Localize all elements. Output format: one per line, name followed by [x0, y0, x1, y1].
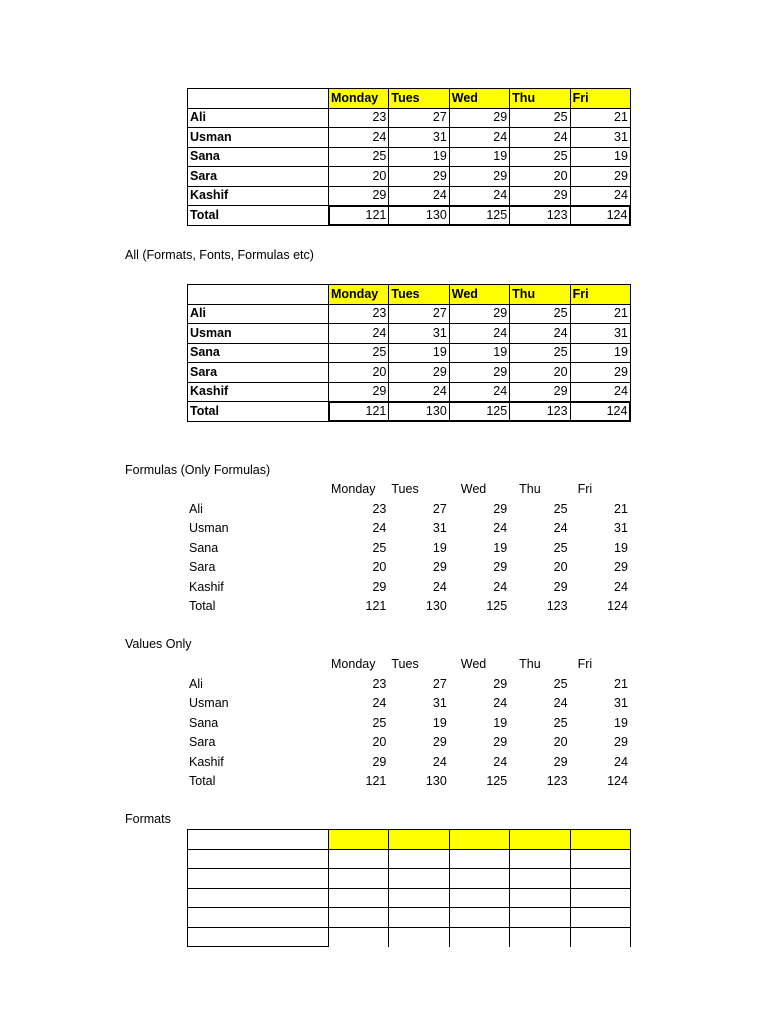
- value-cell[interactable]: 20: [329, 363, 389, 383]
- empty-cell[interactable]: [188, 927, 329, 947]
- value-cell[interactable]: 24: [329, 324, 389, 344]
- day-header[interactable]: Thu: [519, 657, 541, 672]
- row-name-cell[interactable]: Kashif: [189, 579, 224, 594]
- row-name-cell[interactable]: Ali: [189, 676, 203, 691]
- value-cell[interactable]: 24: [449, 186, 509, 206]
- value-cell[interactable]: 19: [614, 540, 628, 555]
- empty-cell[interactable]: [329, 869, 389, 889]
- value-cell[interactable]: 19: [449, 343, 509, 363]
- value-cell[interactable]: 19: [614, 715, 628, 730]
- day-header[interactable]: Tues: [389, 89, 449, 109]
- total-cell[interactable]: 121: [365, 599, 387, 614]
- table-row: [188, 147, 631, 167]
- total-row: [187, 772, 630, 792]
- value-cell[interactable]: 24: [493, 579, 508, 594]
- value-cell[interactable]: 31: [614, 696, 628, 711]
- value-cell[interactable]: 24: [553, 696, 568, 711]
- total-cell[interactable]: 125: [449, 206, 509, 226]
- value-cell[interactable]: 24: [449, 324, 509, 344]
- table-row: [188, 128, 631, 148]
- row-name-cell[interactable]: Usman: [189, 696, 229, 711]
- total-cell[interactable]: 124: [570, 402, 630, 422]
- value-cell[interactable]: 23: [372, 676, 387, 691]
- empty-cell[interactable]: [570, 927, 630, 947]
- total-cell[interactable]: 123: [546, 599, 568, 614]
- row-name-cell[interactable]: Kashif: [188, 186, 329, 206]
- value-cell[interactable]: 29: [570, 167, 630, 187]
- header-corner-cell[interactable]: [188, 89, 329, 109]
- table-row: [188, 908, 631, 928]
- value-cell[interactable]: 27: [389, 304, 449, 324]
- row-name-cell[interactable]: Sara: [188, 167, 329, 187]
- total-row: [188, 206, 631, 226]
- section-label-values: Values Only: [125, 637, 192, 651]
- value-cell[interactable]: 24: [493, 754, 508, 769]
- value-cell[interactable]: 23: [329, 304, 389, 324]
- value-cell[interactable]: 21: [570, 304, 630, 324]
- value-cell[interactable]: 31: [432, 696, 447, 711]
- value-cell[interactable]: 20: [510, 363, 570, 383]
- paste-all-table: [187, 284, 631, 422]
- value-cell[interactable]: 24: [493, 521, 508, 536]
- value-cell[interactable]: 25: [553, 715, 568, 730]
- value-cell[interactable]: 29: [449, 167, 509, 187]
- value-cell[interactable]: 24: [449, 128, 509, 148]
- value-cell[interactable]: 29: [449, 363, 509, 383]
- value-cell[interactable]: 20: [329, 167, 389, 187]
- header-corner-cell[interactable]: [187, 655, 328, 675]
- total-label-cell[interactable]: Total: [189, 599, 216, 614]
- day-header[interactable]: [570, 830, 630, 850]
- row-name-cell[interactable]: Sara: [189, 560, 216, 575]
- value-cell[interactable]: 20: [372, 560, 387, 575]
- total-cell[interactable]: 121: [329, 206, 389, 226]
- value-cell[interactable]: 29: [389, 167, 449, 187]
- day-header[interactable]: Thu: [510, 89, 570, 109]
- value-cell[interactable]: 27: [389, 108, 449, 128]
- formats-only-table: [187, 829, 631, 947]
- total-cell[interactable]: 124: [607, 599, 628, 614]
- value-cell[interactable]: 19: [389, 147, 449, 167]
- value-cell[interactable]: 19: [432, 540, 447, 555]
- day-header[interactable]: Wed: [449, 89, 509, 109]
- table-row: [188, 869, 631, 889]
- value-cell[interactable]: 29: [493, 560, 508, 575]
- table-row: [187, 578, 630, 598]
- value-cell[interactable]: 24: [510, 324, 570, 344]
- total-cell[interactable]: 123: [510, 402, 570, 422]
- value-cell[interactable]: 20: [510, 167, 570, 187]
- empty-cell[interactable]: [510, 849, 570, 869]
- value-cell[interactable]: 29: [510, 186, 570, 206]
- value-cell[interactable]: 24: [614, 754, 628, 769]
- header-row: [187, 655, 630, 675]
- day-header[interactable]: Wed: [449, 285, 509, 305]
- value-cell[interactable]: 24: [372, 696, 387, 711]
- table-row: [187, 500, 630, 520]
- day-header[interactable]: [449, 830, 509, 850]
- empty-cell[interactable]: [389, 849, 449, 869]
- value-cell[interactable]: 25: [553, 676, 568, 691]
- row-name-cell[interactable]: Sana: [189, 540, 219, 555]
- day-header[interactable]: Wed: [460, 657, 487, 672]
- row-name-cell[interactable]: Sana: [189, 715, 219, 730]
- value-cell[interactable]: 19: [570, 147, 630, 167]
- total-label-cell[interactable]: Total: [189, 774, 216, 789]
- total-label-cell[interactable]: Total: [188, 206, 329, 226]
- value-cell[interactable]: 29: [553, 754, 568, 769]
- total-cell[interactable]: 124: [607, 774, 628, 789]
- value-cell[interactable]: 29: [493, 676, 508, 691]
- day-header[interactable]: [510, 830, 570, 850]
- table-row: [188, 363, 631, 383]
- value-cell[interactable]: 29: [449, 304, 509, 324]
- value-cell[interactable]: 19: [493, 715, 508, 730]
- value-cell[interactable]: 25: [510, 147, 570, 167]
- value-cell[interactable]: 27: [432, 501, 447, 516]
- day-header[interactable]: Monday: [329, 89, 389, 109]
- table-row: [187, 558, 630, 578]
- row-name-cell[interactable]: Kashif: [188, 382, 329, 402]
- table-row: [188, 849, 631, 869]
- day-header[interactable]: Tues: [389, 285, 449, 305]
- total-cell[interactable]: 125: [486, 599, 508, 614]
- value-cell[interactable]: 23: [372, 501, 387, 516]
- header-corner-cell[interactable]: [188, 830, 329, 850]
- value-cell[interactable]: 25: [372, 715, 387, 730]
- section-label-formulas: Formulas (Only Formulas): [125, 463, 271, 477]
- row-name-cell[interactable]: Usman: [188, 324, 329, 344]
- empty-cell[interactable]: [570, 908, 630, 928]
- empty-cell[interactable]: [510, 869, 570, 889]
- empty-cell[interactable]: [510, 908, 570, 928]
- empty-cell[interactable]: [449, 849, 509, 869]
- value-cell[interactable]: 19: [389, 343, 449, 363]
- value-cell[interactable]: 24: [389, 186, 449, 206]
- empty-cell[interactable]: [389, 908, 449, 928]
- row-name-cell[interactable]: Sara: [188, 363, 329, 383]
- formulas-only-table: [187, 480, 630, 617]
- table-row: [187, 519, 630, 539]
- value-cell[interactable]: 29: [510, 382, 570, 402]
- value-cell[interactable]: 25: [510, 108, 570, 128]
- value-cell[interactable]: 31: [570, 324, 630, 344]
- total-cell[interactable]: 130: [425, 599, 447, 614]
- value-cell[interactable]: 20: [553, 735, 568, 750]
- value-cell[interactable]: 25: [329, 147, 389, 167]
- value-cell[interactable]: 21: [614, 676, 628, 691]
- value-cell[interactable]: 24: [432, 754, 447, 769]
- empty-cell[interactable]: [389, 869, 449, 889]
- empty-cell[interactable]: [510, 888, 570, 908]
- header-row: [188, 830, 631, 850]
- day-header[interactable]: Fri: [577, 657, 593, 672]
- value-cell[interactable]: 25: [553, 540, 568, 555]
- row-name-cell[interactable]: Ali: [188, 304, 329, 324]
- row-name-cell[interactable]: Sara: [189, 735, 216, 750]
- value-cell[interactable]: 24: [510, 128, 570, 148]
- value-cell[interactable]: 29: [432, 560, 447, 575]
- day-header[interactable]: [329, 830, 389, 850]
- day-header[interactable]: Fri: [570, 89, 630, 109]
- section-label-formats: Formats: [125, 812, 171, 826]
- value-cell[interactable]: 24: [553, 521, 568, 536]
- total-cell[interactable]: 123: [510, 206, 570, 226]
- section-label-all: All (Formats, Fonts, Formulas etc): [125, 248, 314, 262]
- value-cell[interactable]: 25: [510, 304, 570, 324]
- empty-cell[interactable]: [389, 927, 449, 947]
- table-row: [188, 324, 631, 344]
- day-header[interactable]: Monday: [331, 657, 376, 672]
- value-cell[interactable]: 29: [389, 363, 449, 383]
- value-cell[interactable]: 29: [329, 382, 389, 402]
- value-cell[interactable]: 29: [614, 735, 628, 750]
- empty-cell[interactable]: [188, 869, 329, 889]
- total-cell[interactable]: 123: [546, 774, 568, 789]
- day-header[interactable]: Wed: [460, 482, 487, 497]
- original-table: [187, 88, 631, 226]
- value-cell[interactable]: 24: [449, 382, 509, 402]
- value-cell[interactable]: 31: [432, 521, 447, 536]
- empty-cell[interactable]: [510, 927, 570, 947]
- header-corner-cell[interactable]: [187, 480, 328, 500]
- header-corner-cell[interactable]: [188, 285, 329, 305]
- value-cell[interactable]: 24: [614, 579, 628, 594]
- empty-cell[interactable]: [188, 849, 329, 869]
- total-cell[interactable]: 130: [389, 206, 449, 226]
- value-cell[interactable]: 24: [389, 382, 449, 402]
- empty-cell[interactable]: [570, 869, 630, 889]
- table-row: [188, 108, 631, 128]
- value-cell[interactable]: 29: [493, 735, 508, 750]
- value-cell[interactable]: 21: [570, 108, 630, 128]
- value-cell[interactable]: 24: [432, 579, 447, 594]
- row-name-cell[interactable]: Usman: [188, 128, 329, 148]
- table-row: [187, 714, 630, 734]
- table-row: [188, 167, 631, 187]
- day-header[interactable]: Fri: [570, 285, 630, 305]
- value-cell[interactable]: 19: [432, 715, 447, 730]
- value-cell[interactable]: 29: [449, 108, 509, 128]
- value-cell[interactable]: 29: [372, 754, 387, 769]
- row-name-cell[interactable]: Kashif: [189, 754, 224, 769]
- row-name-cell[interactable]: Sana: [188, 147, 329, 167]
- row-name-cell[interactable]: Usman: [189, 521, 229, 536]
- day-header[interactable]: Fri: [577, 482, 593, 497]
- value-cell[interactable]: 25: [329, 343, 389, 363]
- value-cell[interactable]: 19: [449, 147, 509, 167]
- day-header[interactable]: Monday: [329, 285, 389, 305]
- total-cell[interactable]: 124: [570, 206, 630, 226]
- value-cell[interactable]: 29: [614, 560, 628, 575]
- empty-cell[interactable]: [449, 888, 509, 908]
- empty-cell[interactable]: [449, 908, 509, 928]
- value-cell[interactable]: 25: [553, 501, 568, 516]
- empty-cell[interactable]: [188, 908, 329, 928]
- value-cell[interactable]: 31: [614, 521, 628, 536]
- empty-cell[interactable]: [449, 927, 509, 947]
- day-header[interactable]: Thu: [510, 285, 570, 305]
- day-header[interactable]: Monday: [331, 482, 376, 497]
- value-cell[interactable]: 25: [510, 343, 570, 363]
- table-row: [188, 304, 631, 324]
- value-cell[interactable]: 24: [329, 128, 389, 148]
- empty-cell[interactable]: [329, 849, 389, 869]
- value-cell[interactable]: 29: [493, 501, 508, 516]
- values-only-table: [187, 655, 630, 792]
- empty-cell[interactable]: [329, 908, 389, 928]
- header-row: [187, 480, 630, 500]
- header-row: [188, 89, 631, 109]
- total-cell[interactable]: 125: [449, 402, 509, 422]
- empty-cell[interactable]: [449, 869, 509, 889]
- empty-cell[interactable]: [570, 849, 630, 869]
- value-cell[interactable]: 19: [493, 540, 508, 555]
- header-row: [188, 285, 631, 305]
- empty-cell[interactable]: [329, 888, 389, 908]
- table-row: [187, 694, 630, 714]
- value-cell[interactable]: 23: [329, 108, 389, 128]
- table-row: [187, 675, 630, 695]
- value-cell[interactable]: 24: [372, 521, 387, 536]
- value-cell[interactable]: 20: [372, 735, 387, 750]
- row-name-cell[interactable]: Ali: [188, 108, 329, 128]
- empty-cell[interactable]: [389, 888, 449, 908]
- value-cell[interactable]: 29: [553, 579, 568, 594]
- value-cell[interactable]: 29: [570, 363, 630, 383]
- row-name-cell[interactable]: Sana: [188, 343, 329, 363]
- row-name-cell[interactable]: Ali: [189, 501, 203, 516]
- total-cell[interactable]: 121: [329, 402, 389, 422]
- value-cell[interactable]: 31: [389, 128, 449, 148]
- total-cell[interactable]: 130: [425, 774, 447, 789]
- total-row: [187, 597, 630, 617]
- value-cell[interactable]: 21: [614, 501, 628, 516]
- day-header[interactable]: Tues: [391, 657, 419, 672]
- value-cell[interactable]: 20: [553, 560, 568, 575]
- value-cell[interactable]: 24: [493, 696, 508, 711]
- table-row: [187, 539, 630, 559]
- value-cell[interactable]: 24: [570, 382, 630, 402]
- value-cell[interactable]: 29: [329, 186, 389, 206]
- value-cell[interactable]: 31: [570, 128, 630, 148]
- empty-cell[interactable]: [188, 888, 329, 908]
- table-row: [188, 343, 631, 363]
- value-cell[interactable]: 31: [389, 324, 449, 344]
- value-cell[interactable]: 25: [372, 540, 387, 555]
- value-cell[interactable]: 29: [432, 735, 447, 750]
- total-row: [188, 402, 631, 422]
- total-cell[interactable]: 125: [486, 774, 508, 789]
- table-row: [187, 753, 630, 773]
- value-cell[interactable]: 24: [570, 186, 630, 206]
- total-label-cell[interactable]: Total: [188, 402, 329, 422]
- value-cell[interactable]: 27: [432, 676, 447, 691]
- value-cell[interactable]: 19: [570, 343, 630, 363]
- empty-cell[interactable]: [570, 888, 630, 908]
- day-header[interactable]: Tues: [391, 482, 419, 497]
- table-row: [188, 888, 631, 908]
- table-row: [187, 733, 630, 753]
- table-row: [188, 186, 631, 206]
- table-row: [188, 382, 631, 402]
- empty-cell[interactable]: [329, 927, 389, 947]
- value-cell[interactable]: 29: [372, 579, 387, 594]
- day-header[interactable]: [389, 830, 449, 850]
- total-cell[interactable]: 130: [389, 402, 449, 422]
- day-header[interactable]: Thu: [519, 482, 541, 497]
- total-cell[interactable]: 121: [365, 774, 387, 789]
- table-row: [188, 927, 631, 947]
